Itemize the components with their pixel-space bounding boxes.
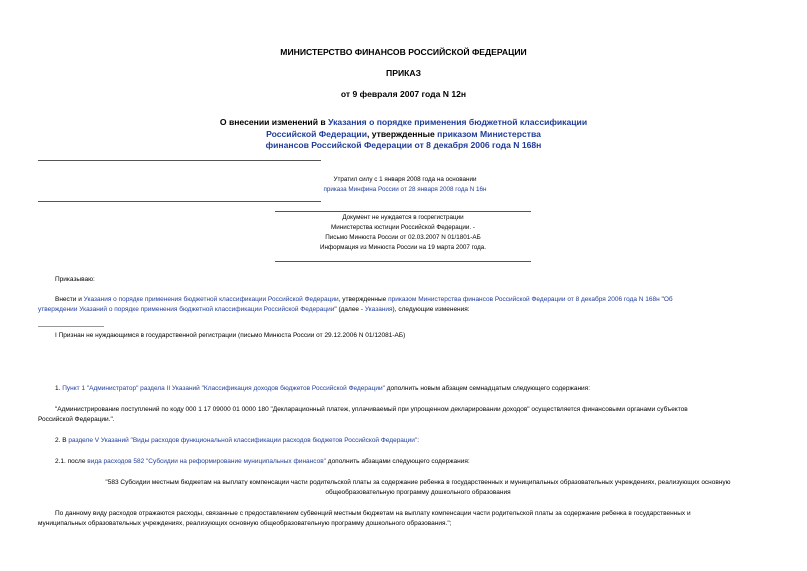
title-link-ukazaniya-cont[interactable]: Российской Федерации — [266, 128, 367, 139]
link-prikaz-168n[interactable]: приказом Министерства финансов Российской Федерации от 8 декабря 2006 года N 168н — [388, 296, 660, 303]
text: 2. В — [55, 437, 69, 444]
registration-note-line: Министерства юстиции Российской Федерации. - — [330, 224, 475, 231]
quote-line: "583 Субсидии местным бюджетам на выплату компенсации части родительской платы за содержание ребенка в государственных и муниципальных образовательных учреждениях, реализующих основную — [105, 479, 731, 486]
link-vid-raskhodov-582[interactable]: вида расходов 582 "Субсидии на реформирование муниципальных финансов" — [87, 458, 326, 465]
link-ob-utverzhdenii[interactable]: Об — [663, 296, 673, 303]
link-razdel-v[interactable]: разделе V Указаний "Виды расходов функциональной классификации расходов бюджетов Российской Федерации" — [68, 437, 418, 444]
registration-note — [275, 213, 531, 253]
document-title — [0, 117, 807, 152]
divider — [38, 201, 321, 202]
paragraph-line: муниципальных образовательных учреждениях, реализующих основную общеобразовательную программу дошкольного образования."; — [38, 520, 452, 527]
title-text-2: , утвержденные — [367, 128, 438, 139]
paragraph-1 — [38, 295, 773, 315]
text: Внести и — [55, 296, 84, 303]
paragraph-line: По данному виду расходов отражаются расходы, связанные с предоставлением субвенций местным бюджетам на выплату компенсации части родительской платы за содержание ребенка в государственных и — [55, 510, 691, 517]
title-link-prikaz-cont[interactable]: финансов Российской Федерации от 8 декабря 2006 года N 168н — [265, 140, 542, 150]
footnote: I Признан не нуждающимся в государственной регистрации (письмо Минюста России от 29.12.2006 N 01/12081-АБ) — [55, 332, 406, 339]
text: , утвержденные — [338, 296, 389, 303]
text: 1. — [55, 385, 63, 392]
text: ), следующие изменения: — [392, 306, 470, 313]
ministry-heading: МИНИСТЕРСТВО ФИНАНСОВ РОССИЙСКОЙ ФЕДЕРАЦИИ — [280, 47, 527, 57]
link-punkt-1[interactable]: Пункт 1 "Администратор" раздела II Указаний "Классификация доходов бюджетов Российской Федерации" — [62, 385, 385, 392]
link-ukazaniya[interactable]: Указания о порядке применения бюджетной классификации Российской Федерации — [83, 296, 339, 303]
text: дополнить новым абзацем семнадцатым следующего содержания: — [384, 385, 591, 392]
registration-note-line: Информация из Минюста России на 19 марта 2007 года. — [319, 244, 487, 251]
link-ukazaniya-short[interactable]: Указания — [364, 306, 393, 313]
quote-line: Российской Федерации.". — [38, 416, 115, 423]
doc-date: от 9 февраля 2007 года N 12н — [340, 89, 467, 99]
title-text: О внесении изменений в — [219, 117, 329, 127]
registration-note-line: Письмо Минюста России от 02.03.2007 N 01/1801-АБ — [325, 234, 481, 241]
divider — [275, 211, 531, 212]
footnote-divider — [38, 326, 104, 327]
repeal-note-text: Утратил силу с 1 января 2008 года на основании — [333, 176, 477, 183]
item-2 — [55, 436, 419, 446]
quote-2 — [38, 478, 798, 498]
title-link-ukazaniya[interactable]: Указания о порядке применения бюджетной классификации — [328, 117, 588, 127]
item-1 — [55, 384, 590, 394]
link-ob-utverzhdenii-cont[interactable]: утверждении Указаний о порядке применения бюджетной классификации Российской Федерации — [38, 306, 335, 313]
repeal-note-link[interactable]: приказа Минфина России от 28 января 2008 года N 16н — [323, 186, 487, 193]
quote-line: общеобразовательную программу дошкольного образования — [325, 489, 511, 496]
item-2-1 — [55, 457, 470, 467]
text: : — [417, 437, 420, 444]
title-link-prikaz[interactable]: приказом Министерства — [437, 128, 541, 139]
quote-line: "Администрирование поступлений по коду 000 1 17 09000 01 0000 180 "Декларационный платеж, уплачиваемый при упрощенном декларировании доходов" осуществляется финансовыми органами субъектов — [55, 406, 688, 413]
prikazyvayu: Приказываю: — [55, 276, 95, 283]
text: " (далее - — [334, 306, 365, 313]
registration-note-line: Документ не нуждается в госрегистрации — [342, 214, 464, 221]
paragraph-last — [38, 509, 773, 529]
repeal-note — [280, 175, 530, 195]
text: " — [659, 296, 664, 303]
divider — [38, 160, 321, 161]
divider — [275, 261, 531, 262]
quote-1 — [38, 405, 773, 425]
doc-type: ПРИКАЗ — [386, 68, 421, 78]
text: 2.1. после — [55, 458, 88, 465]
text: дополнить абзацами следующего содержания: — [325, 458, 470, 465]
